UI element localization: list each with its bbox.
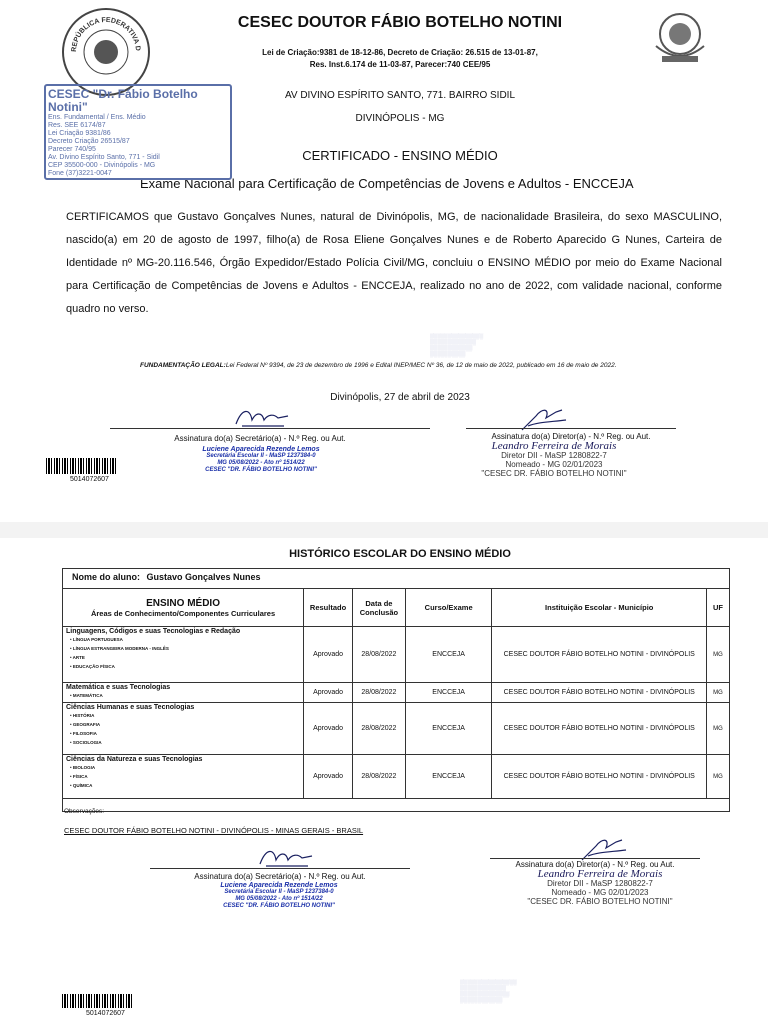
secretary-stamp-name: Luciene Aparecida Rezende Lemos xyxy=(220,882,338,889)
secretary-line xyxy=(150,868,410,869)
certificate-body: CERTIFICAMOS que Gustavo Gonçalves Nunes, natural de Divinópolis, MG, de nacionalidade Brasileira, do sexo MASCULINO, nascido(a) em 20 de agosto de 1997, filho(a) de Rosa Eliene Gonçalves Nunes e de Roberto Aparecido G Nunes, Carteira de Identidade nº MG-20.116.546, Órgão Expedidor/Estado Polícia Civil/MG, concluiu o ENSINO MÉDIO por meio do Exame Nacional para Certificação de Competências de Jovens e Adultos - ENCCEJA, realizado no ano de 2022, com validade nacional, conforme quadro no verso. xyxy=(66,211,722,315)
uf-cell: MG xyxy=(707,755,730,799)
director-stamp-line: "CESEC DR. FÁBIO BOTELHO NOTINI" xyxy=(527,897,673,906)
school-name: CESEC DOUTOR FÁBIO BOTELHO NOTINI xyxy=(237,14,563,31)
col-ensino-label: ENSINO MÉDIO xyxy=(146,597,220,609)
resultado-cell: Aprovado xyxy=(304,703,353,755)
col-data: Data de Conclusão xyxy=(353,589,406,627)
instituicao-cell: CESEC DOUTOR FÁBIO BOTELHO NOTINI - DIVINÓPOLIS xyxy=(492,703,707,755)
subject: • BIOLOGIA xyxy=(70,765,96,770)
resultado-cell: Aprovado xyxy=(304,627,353,683)
history-header-row xyxy=(63,589,730,627)
director-stamp-name: Leandro Ferreira de Morais xyxy=(537,868,663,880)
seal-text: REPÚBLICA FEDERATIVA D xyxy=(70,16,142,53)
subject: • QUÍMICA xyxy=(70,783,93,788)
curso-cell: ENCCEJA xyxy=(405,627,492,683)
fundamentacao-text: Lei Federal Nº 9394, de 23 de dezembro de 1996 e Edital INEP/MEC Nº 36, de 12 de maio de 2022, publicado em 16 de maio de 2022. xyxy=(225,362,617,369)
faint-stamp: ░░░░░░░░░░░░░░░ ░░░░░░░░░░░░░ ░░░░░░░░░░░░ ░░░░░░░░░░ xyxy=(430,334,484,358)
area-cell xyxy=(63,627,304,683)
subject: • HISTÓRIA xyxy=(70,713,95,718)
data-cell: 28/08/2022 xyxy=(353,627,406,683)
data-cell: 28/08/2022 xyxy=(353,683,406,703)
student-name: Gustavo Gonçalves Nunes xyxy=(146,572,261,582)
uf-cell: MG xyxy=(707,683,730,703)
school-stamp xyxy=(44,84,232,180)
area-title: Matemática e suas Tecnologias xyxy=(66,684,171,691)
area-title: Ciências da Natureza e suas Tecnologias xyxy=(66,756,203,763)
footer-school: CESEC DOUTOR FÁBIO BOTELHO NOTINI - DIVINÓPOLIS - MINAS GERAIS - BRASIL xyxy=(64,826,364,835)
director-stamp-line: "CESEC DR. FÁBIO BOTELHO NOTINI" xyxy=(481,469,627,478)
instituicao-cell: CESEC DOUTOR FÁBIO BOTELHO NOTINI - DIVINÓPOLIS xyxy=(492,755,707,799)
subject: • GEOGRAFIA xyxy=(70,722,101,727)
data-cell: 28/08/2022 xyxy=(353,755,406,799)
curso-cell: ENCCEJA xyxy=(405,703,492,755)
col-uf: UF xyxy=(707,589,730,627)
subject: • LÍNGUA ESTRANGEIRA MODERNA - INGLÊS xyxy=(70,646,169,651)
uf-cell: MG xyxy=(707,703,730,755)
subject: • FÍSICA xyxy=(70,774,88,779)
date-line: Divinópolis, 27 de abril de 2023 xyxy=(330,392,470,403)
table-row xyxy=(63,703,730,755)
stamp-line: CEP 35500-000 - Divinópolis - MG xyxy=(48,162,156,169)
legal-line-1: Lei de Criação:9381 de 18-12-86, Decreto de Criação: 26.515 de 13-01-87, xyxy=(262,48,538,57)
director-label: Assinatura do(a) Diretor(a) - N.º Reg. ou Aut. xyxy=(515,860,675,869)
data-cell: 28/08/2022 xyxy=(353,703,406,755)
director-stamp-line: Diretor DII - MaSP 1280822-7 xyxy=(547,879,653,888)
area-title: Linguagens, Códigos e suas Tecnologias e Redação xyxy=(66,628,241,635)
subject: • FILOSOFIA xyxy=(70,731,97,736)
area-cell xyxy=(63,683,304,703)
curso-cell: ENCCEJA xyxy=(405,755,492,799)
stamp-line: Decreto Criação 26515/87 xyxy=(48,138,130,145)
uf-cell: MG xyxy=(707,627,730,683)
barcode-number: 5014072607 xyxy=(86,1010,125,1017)
stamp-line: Ens. Fundamental / Ens. Médio xyxy=(48,114,146,121)
secretary-line xyxy=(110,428,430,429)
faint-stamp: ░░░░░░░░░░░░░░░░ ░░░░░░░░░░░░░ ░░░░░░░░░░░░░░ ░░░░░░░░░░░░ xyxy=(460,980,517,1004)
exam-title: Exame Nacional para Certificação de Competências de Jovens e Adultos - ENCCEJA xyxy=(140,176,634,191)
director-stamp xyxy=(520,870,680,906)
instituicao-cell: CESEC DOUTOR FÁBIO BOTELHO NOTINI - DIVINÓPOLIS xyxy=(492,683,707,703)
barcode-number: 5014072607 xyxy=(70,476,109,483)
director-stamp-line: Nomeado - MG 02/01/2023 xyxy=(505,460,603,469)
subject: • EDUCAÇÃO FÍSICA xyxy=(70,664,115,669)
secretary-signature xyxy=(256,846,316,870)
student-name-row xyxy=(72,572,261,582)
col-curso: Curso/Exame xyxy=(405,589,492,627)
legal-line-2: Res. Inst.6.174 de 11-03-87, Parecer:740 CEE/95 xyxy=(309,60,491,69)
col-areas-label: Áreas de Conhecimento/Componentes Curriculares xyxy=(90,608,276,618)
secretary-stamp xyxy=(196,446,326,474)
stamp-line: Fone (37)3221-0047 xyxy=(48,170,112,177)
col-resultado: Resultado xyxy=(304,589,353,627)
observacoes-label: Observações: xyxy=(64,808,105,815)
subject: • MATEMÁTICA xyxy=(70,693,103,698)
col-instituicao: Instituição Escolar - Município xyxy=(492,589,707,627)
director-line xyxy=(490,858,700,859)
director-stamp xyxy=(474,442,634,478)
city: DIVINÓPOLIS - MG xyxy=(355,113,445,124)
secretary-stamp-line: MG 05/08/2022 - Ato nº 1514/22 xyxy=(235,896,323,902)
address: AV DIVINO ESPÍRITO SANTO, 771. BAIRRO SIDIL xyxy=(284,90,516,101)
area-cell xyxy=(63,703,304,755)
barcode xyxy=(46,458,118,474)
secretary-stamp xyxy=(214,882,344,910)
director-signature xyxy=(516,404,576,434)
stamp-line: Av. Divino Espírito Santo, 771 - Sidil xyxy=(48,154,160,161)
secretary-stamp-line: CESEC "DR. FÁBIO BOTELHO NOTINI" xyxy=(223,903,335,909)
director-label: Assinatura do(a) Diretor(a) - N.º Reg. ou Aut. xyxy=(491,432,651,441)
director-line xyxy=(466,428,676,429)
subject: • LÍNGUA PORTUGUESA xyxy=(70,637,123,642)
secretary-stamp-line: Secretária Escolar II - MaSP 1237384-0 xyxy=(206,453,316,459)
secretary-label: Assinatura do(a) Secretário(a) - N.º Reg. ou Aut. xyxy=(194,872,366,881)
col-areas xyxy=(63,589,304,627)
director-stamp-line: Diretor DII - MaSP 1280822-7 xyxy=(501,451,607,460)
stamp-line: Parecer 740/95 xyxy=(48,146,96,153)
certificate-title: CERTIFICADO - ENSINO MÉDIO xyxy=(302,148,498,163)
history-title: HISTÓRICO ESCOLAR DO ENSINO MÉDIO xyxy=(289,548,511,560)
coat-of-arms-icon xyxy=(642,6,718,68)
resultado-cell: Aprovado xyxy=(304,683,353,703)
area-title: Ciências Humanas e suas Tecnologias xyxy=(66,704,195,711)
student-label: Nome do aluno: xyxy=(72,572,140,582)
republic-seal xyxy=(62,8,150,96)
area-cell xyxy=(63,755,304,799)
secretary-stamp-line: CESEC "DR. FÁBIO BOTELHO NOTINI" xyxy=(205,467,317,473)
table-row xyxy=(63,683,730,703)
secretary-signature xyxy=(232,406,292,430)
stamp-line: Lei Criação 9381/86 xyxy=(48,130,111,137)
table-row xyxy=(63,627,730,683)
instituicao-cell: CESEC DOUTOR FÁBIO BOTELHO NOTINI - DIVINÓPOLIS xyxy=(492,627,707,683)
subject: • ARTE xyxy=(70,655,85,660)
fundamentacao-label: FUNDAMENTAÇÃO LEGAL: xyxy=(140,362,226,369)
barcode xyxy=(62,994,134,1008)
secretary-stamp-name: Luciene Aparecida Rezende Lemos xyxy=(202,446,320,453)
subject: • SOCIOLOGIA xyxy=(70,740,102,745)
director-stamp-line: Nomeado - MG 02/01/2023 xyxy=(551,888,649,897)
director-stamp-name: Leandro Ferreira de Morais xyxy=(491,440,617,452)
fundamentacao xyxy=(140,362,740,369)
curso-cell: ENCCEJA xyxy=(405,683,492,703)
secretary-stamp-line: Secretária Escolar II - MaSP 1237384-0 xyxy=(224,889,334,895)
secretary-label: Assinatura do(a) Secretário(a) - N.º Reg. ou Aut. xyxy=(174,434,346,443)
history-table xyxy=(62,588,730,799)
resultado-cell: Aprovado xyxy=(304,755,353,799)
page-separator xyxy=(0,522,768,538)
stamp-line: Res. SEE 6174/87 xyxy=(48,122,106,129)
stamp-title: CESEC "Dr. Fábio Botelho Notini" xyxy=(48,87,198,114)
secretary-stamp-line: MG 05/08/2022 - Ato nº 1514/22 xyxy=(217,460,305,466)
table-row xyxy=(63,755,730,799)
